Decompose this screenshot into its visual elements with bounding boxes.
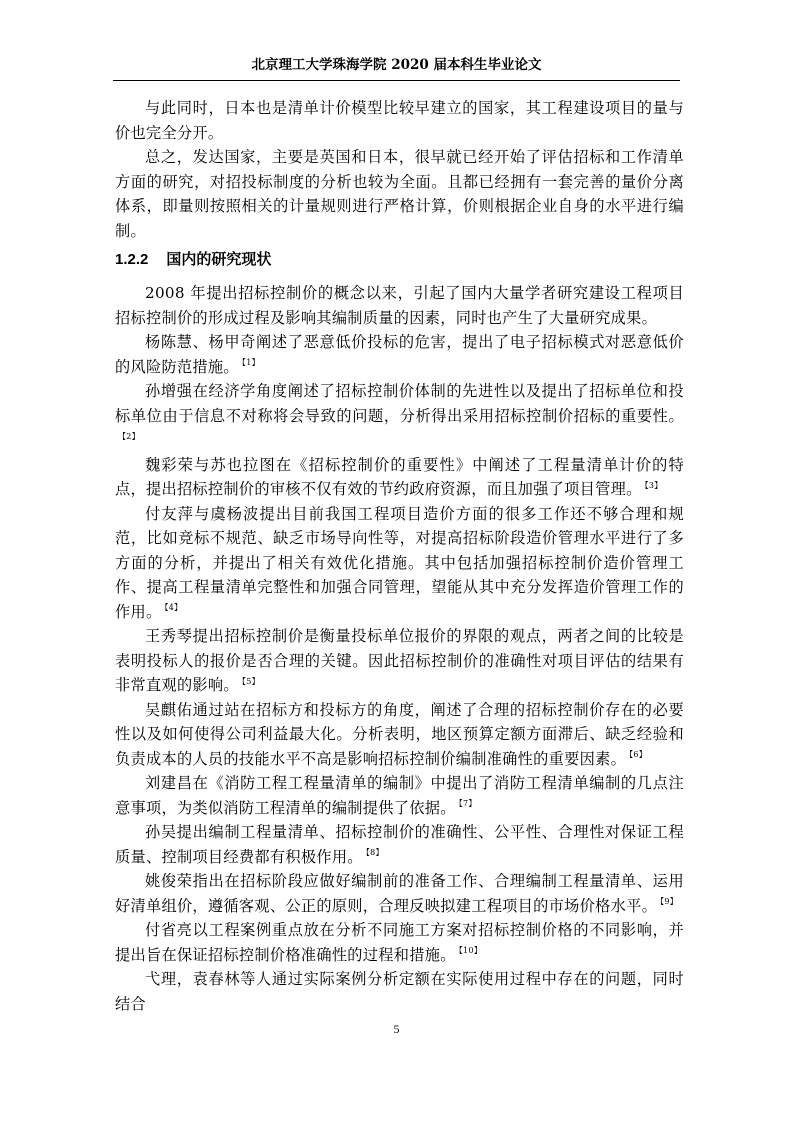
paragraph-text: 孙增强在经济学角度阐述了招标控制价体制的先进性以及提出了招标单位和投标单位由于信息不对称将会导致的问题，分析得出采用招标控制价招标的重要性。: [115, 382, 684, 425]
paragraph-text: 吴麒佑通过站在招标方和投标方的角度，阐述了合理的招标控制价存在的必要性以及如何使得公司利益最大化。分析表明，地区预算定额方面滞后、缺乏经验和负责成本的人员的技能水平不高是影响招标控制价编制准确性的重要因素。: [115, 700, 684, 768]
section-number: 1.2.2: [115, 251, 149, 268]
body-paragraph: [115, 281, 684, 330]
paragraphs-after-heading: [115, 281, 684, 1016]
body-paragraph: [115, 330, 684, 379]
section-heading: [115, 247, 684, 273]
page-number: 5: [393, 1022, 400, 1036]
paragraph-text: 总之，发达国家，主要是英国和日本，很早就已经开始了评估招标和工作清单方面的研究，对招投标制度的分析也较为全面。且都已经拥有一套完善的量价分离体系，即量则按照相关的计量规则进行严格计算，价则根据企业自身的水平进行编制。: [115, 148, 684, 240]
body-paragraph: [115, 145, 684, 243]
section-title: 国内的研究现状: [166, 252, 272, 268]
citation-reference: 【1】: [241, 358, 260, 368]
paragraph-text: 刘建昌在《消防工程工程量清单的编制》中提出了消防工程清单编制的几点注意事项，为类似消防工程清单的编制提供了依据。: [115, 774, 684, 817]
body-paragraph: [115, 967, 684, 1016]
body-paragraph: [115, 96, 684, 145]
citation-reference: 【9】: [660, 897, 679, 907]
body-paragraph: [115, 453, 684, 502]
body-paragraph: [115, 918, 684, 967]
body-paragraph: [115, 502, 684, 625]
citation-reference: 【10】: [458, 946, 483, 956]
body-paragraph: [115, 379, 684, 453]
body-paragraph: [115, 771, 684, 820]
citation-reference: 【5】: [241, 676, 260, 686]
paragraph-text: 杨陈慧、杨甲奇阐述了恶意低价投标的危害，提出了电子招标模式对恶意低价的风险防范措施。: [115, 333, 684, 376]
body-paragraph: [115, 820, 684, 869]
citation-reference: 【8】: [365, 848, 384, 858]
paragraph-text: 与此同时，日本也是清单计价模型比较早建立的国家，其工程建设项目的量与价也完全分开。: [115, 99, 684, 142]
paragraph-text: 魏彩荣与苏也拉图在《招标控制价的重要性》中阐述了工程量清单计价的特点，提出招标控制价的审核不仅有效的节约政府资源，而且加强了项目管理。: [115, 455, 684, 498]
running-header: 北京理工大学珠海学院 2020 届本科生毕业论文: [251, 57, 542, 73]
paragraph-text: 付友萍与虞杨波提出目前我国工程项目造价方面的很多工作还不够合理和规范，比如竞标不规范、缺乏市场导向性等，对提高招标阶段造价管理水平进行了多方面的分析，并提出了相关有效优化措施。其中包括加强招标控制价造价管理工作、提高工程量清单完整性和加强合同管理，望能从其中充分发挥造价管理工作的作用。: [115, 504, 684, 621]
citation-reference: 【3】: [644, 480, 663, 490]
paragraph-text: 姚俊荣指出在招标阶段应做好编制前的准备工作、合理编制工程量清单、运用好清单组价，遵循客观、公正的原则，合理反映拟建工程项目的市场价格水平。: [115, 872, 684, 915]
paragraphs-before-heading: [115, 96, 684, 243]
paragraph-text: 孙吴提出编制工程量清单、招标控制价的准确性、公平性、合理性对保证工程质量、控制项目经费都有积极作用。: [115, 823, 684, 866]
citation-reference: 【6】: [629, 750, 648, 760]
body-paragraph: [115, 869, 684, 918]
citation-reference: 【2】: [118, 431, 140, 441]
citation-reference: 【4】: [164, 603, 183, 613]
paragraph-text: 2008 年提出招标控制价的概念以来，引起了国内大量学者研究建设工程项目招标控制价的形成过程及影响其编制质量的因素，同时也产生了大量研究成果。: [115, 284, 684, 327]
header-rule: [113, 80, 680, 81]
page-body: [115, 96, 684, 1016]
paragraph-text: 王秀琴提出招标控制价是衡量投标单位报价的界限的观点，两者之间的比较是表明投标人的报价是否合理的关键。因此招标控制价的准确性对项目评估的结果有非常直观的影响。: [115, 627, 684, 694]
body-paragraph: [115, 624, 684, 698]
paragraph-text: 弋理，袁春林等人通过实际案例分析定额在实际使用过程中存在的问题，同时结合: [115, 970, 684, 1013]
citation-reference: 【7】: [458, 799, 477, 809]
body-paragraph: [115, 698, 684, 772]
paragraph-text: 付省亮以工程案例重点放在分析不同施工方案对招标控制价格的不同影响，并提出旨在保证招标控制价格准确性的过程和措施。: [115, 921, 684, 964]
